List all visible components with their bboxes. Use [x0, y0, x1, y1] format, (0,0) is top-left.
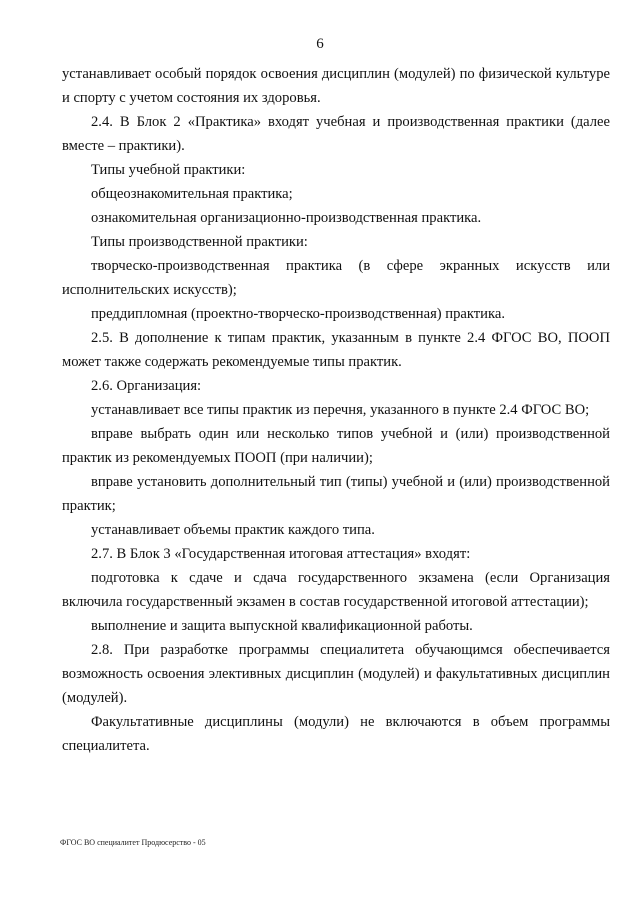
paragraph-2-7: 2.7. В Блок 3 «Государственная итоговая аттестация» входят:: [91, 546, 471, 562]
paragraph-study-practice-types: Типы учебной практики:: [91, 162, 246, 178]
list-item-pre-diploma-practice: преддипломная (проектно-творческо-производственная) практика.: [91, 306, 505, 322]
list-item-establishes-all-types: устанавливает все типы практик из перечня, указанного в пункте 2.4 ФГОС ВО;: [91, 402, 590, 418]
page-footer: ФГОС ВО специалитет Продюсерство - 05: [60, 838, 206, 847]
list-item-may-add-type: вправе установить дополнительный тип (типы) учебной и (или) производственной практик;: [62, 474, 610, 514]
paragraph-continuation: устанавливает особый порядок освоения дисциплин (модулей) по физической культуре и спорту с учетом состояния их здоровья.: [62, 66, 610, 106]
list-item-introductory-practice: ознакомительная организационно-производственная практика.: [91, 210, 482, 226]
paragraph-2-6: 2.6. Организация:: [91, 378, 202, 394]
document-body: [62, 62, 610, 758]
list-item-may-choose-types: вправе выбрать один или несколько типов учебной и (или) производственной практик из рекомендуемых ПООП (при наличии);: [62, 426, 610, 466]
page-number: 6: [316, 36, 324, 52]
paragraph-2-5: 2.5. В дополнение к типам практик, указанным в пункте 2.4 ФГОС ВО, ПООП может также содержать рекомендуемые типы практик.: [62, 330, 610, 370]
list-item-establishes-volumes: устанавливает объемы практик каждого типа.: [91, 522, 375, 538]
paragraph-optional-disciplines: Факультативные дисциплины (модули) не включаются в объем программы специалитета.: [62, 714, 610, 754]
list-item-final-qualification-work: выполнение и защита выпускной квалификационной работы.: [91, 618, 473, 634]
paragraph-production-practice-types: Типы производственной практики:: [91, 234, 308, 250]
paragraph-2-8: 2.8. При разработке программы специалитета обучающимся обеспечивается возможность освоения элективных дисциплин (модулей) и факультативных дисциплин (модулей).: [62, 642, 610, 706]
list-item-creative-production-practice: творческо-производственная практика (в сфере экранных искусств или исполнительских искусств);: [62, 258, 610, 298]
paragraph-2-4: 2.4. В Блок 2 «Практика» входят учебная и производственная практики (далее вместе – практики).: [62, 114, 610, 154]
list-item-state-exam: подготовка к сдаче и сдача государственного экзамена (если Организация включила государственный экзамен в состав государственной итоговой аттестации);: [62, 570, 610, 610]
list-item-general-practice: общеознакомительная практика;: [91, 186, 293, 202]
